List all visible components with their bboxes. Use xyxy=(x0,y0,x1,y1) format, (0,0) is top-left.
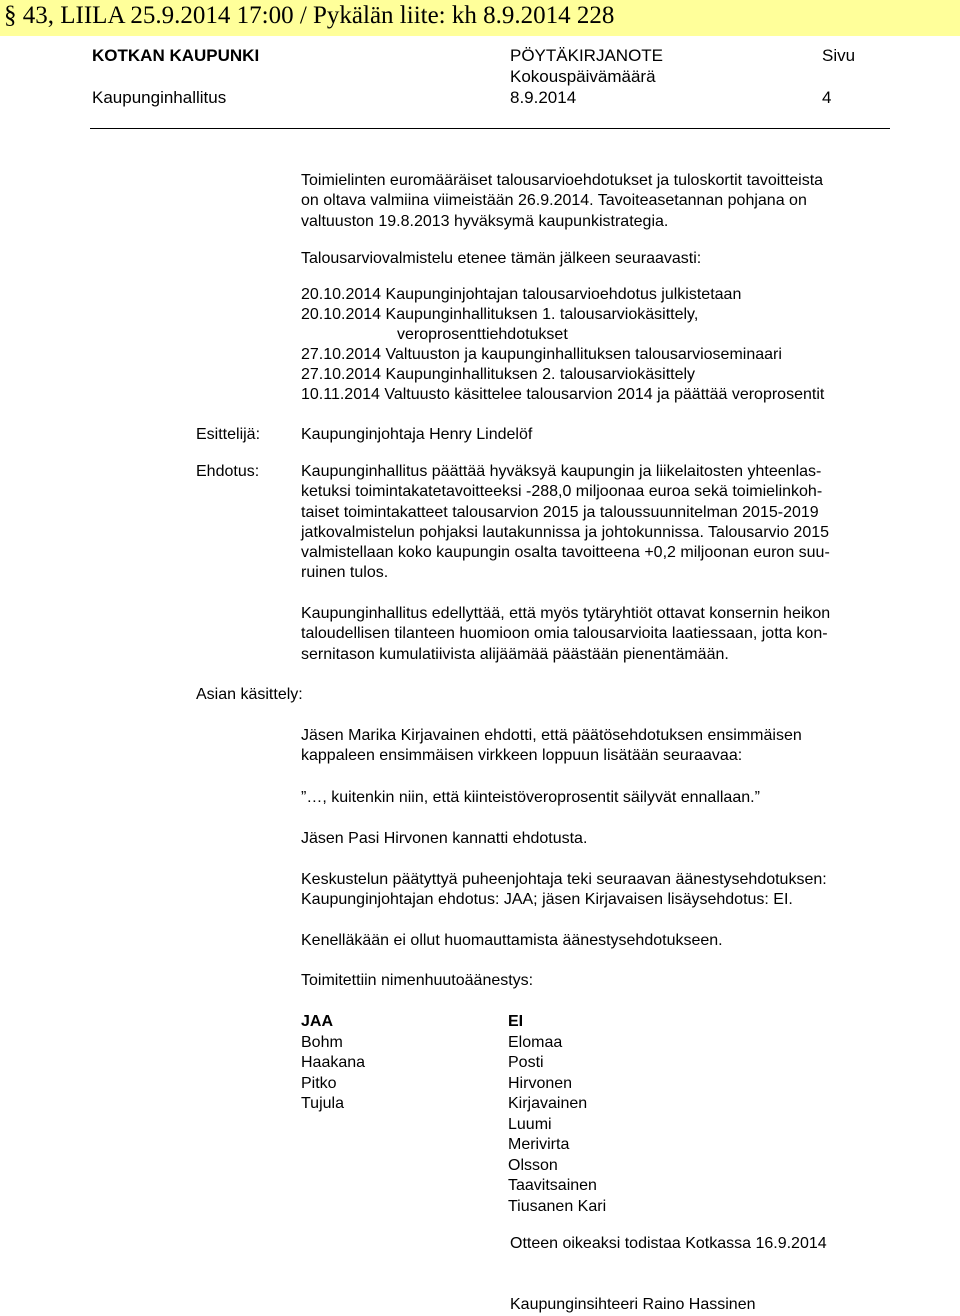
handling-label: Asian käsittely: xyxy=(196,686,303,703)
handling-line: Keskustelun päätyttyä puheenjohtaja teki seuraavan äänestysehdotuksen: xyxy=(301,871,827,888)
handling-quote: ”…, kuitenkin niin, että kiinteistöveroprosentit säilyvät ennallaan.” xyxy=(301,789,760,806)
handling-roll-call: Toimitettiin nimenhuutoäänestys: xyxy=(301,972,534,989)
proposal-line: ruinen tulos. xyxy=(301,564,389,582)
vote-no-name: Luumi xyxy=(508,1115,552,1133)
proposal-line: ketuksi toimintakatetavoitteeksi -288,0 miljoonaa euroa sekä toimielinkoh- xyxy=(301,483,823,501)
body-name: Kaupunginhallitus xyxy=(92,88,227,107)
proposal-label: Ehdotus: xyxy=(196,463,260,480)
vote-no-column xyxy=(508,1012,606,1217)
vote-no-name: Elomaa xyxy=(508,1033,563,1051)
presenter-label: Esittelijä: xyxy=(196,426,261,443)
certification-line: Otteen oikeaksi todistaa Kotkassa 16.9.2014 xyxy=(510,1235,827,1252)
vote-yes-name: Pitko xyxy=(301,1074,337,1092)
proposal-paragraph-2 xyxy=(301,604,891,665)
proposal-line: sernitason kumulatiivista alijäämää päästään pienentämään. xyxy=(301,645,729,663)
handling-line: Jäsen Marika Kirjavainen ehdotti, että päätösehdotuksen ensimmäisen xyxy=(301,727,802,744)
handling-line: Kaupunginjohtajan ehdotus: JAA; jäsen Kirjavaisen lisäysehdotus: EI. xyxy=(301,891,793,909)
doc-type: PÖYTÄKIRJANOTE xyxy=(510,46,664,65)
intro-line: on oltava valmiina viimeistään 26.9.2014. Tavoiteasetannan pohjana on xyxy=(301,192,807,210)
handling-no-objection: Kenelläkään ei ollut huomauttamista äänestysehdotukseen. xyxy=(301,932,723,949)
meeting-date-label: Kokouspäivämäärä xyxy=(510,67,656,86)
proposal-line: Kaupunginhallitus edellyttää, että myös tytäryhtiöt ottavat konsernin heikon xyxy=(301,605,831,622)
vote-no-name: Taavitsainen xyxy=(508,1177,597,1194)
vote-yes-name: Haakana xyxy=(301,1054,366,1071)
vote-no-name: Olsson xyxy=(508,1156,558,1174)
schedule-item: 20.10.2014 Kaupunginjohtajan talousarvioehdotus julkistetaan xyxy=(301,286,742,303)
signer-name: Kaupunginsihteeri Raino Hassinen xyxy=(510,1296,756,1313)
vote-no-name: Merivirta xyxy=(508,1136,570,1153)
schedule-list xyxy=(301,285,824,406)
proposal-line: Kaupunginhallitus päättää hyväksyä kaupungin ja liikelaitosten yhteenlas- xyxy=(301,463,822,480)
schedule-item: 27.10.2014 Valtuuston ja kaupunginhallituksen talousarvioseminaari xyxy=(301,346,782,364)
handling-paragraph-1 xyxy=(301,726,891,767)
intro-paragraph xyxy=(301,171,891,232)
handling-line: kappaleen ensimmäisen virkkeen loppuun lisätään seuraavaa: xyxy=(301,747,743,765)
vote-yes-column xyxy=(301,1012,365,1115)
vote-yes-header: JAA xyxy=(301,1013,334,1030)
attachment-banner-text: § 43, LIILA 25.9.2014 17:00 / Pykälän liite: kh 8.9.2014 228 xyxy=(4,2,615,29)
page-label: Sivu xyxy=(822,46,856,65)
vote-no-name: Kirjavainen xyxy=(508,1095,588,1112)
schedule-intro: Talousarviovalmistelu etenee tämän jälkeen seuraavasti: xyxy=(301,250,702,267)
proposal-paragraph-1 xyxy=(301,462,891,584)
vote-yes-name: Bohm xyxy=(301,1033,343,1051)
meeting-date: 8.9.2014 xyxy=(510,88,577,107)
presenter-value: Kaupunginjohtaja Henry Lindelöf xyxy=(301,426,533,443)
proposal-line: taloudellisen tilanteen huomioon omia talousarvioita laatiessaan, jotta kon- xyxy=(301,625,828,643)
schedule-item-continuation: veroprosenttiehdotukset xyxy=(397,326,568,344)
vote-no-header: EI xyxy=(508,1013,524,1030)
proposal-line: jatkovalmistelun pohjaksi lautakunnissa ja johtokunnissa. Talousarvio 2015 xyxy=(301,523,830,541)
vote-yes-name: Tujula xyxy=(301,1095,344,1112)
vote-no-name: Tiusanen Kari xyxy=(508,1197,607,1215)
intro-line: Toimielinten euromääräiset talousarvioehdotukset ja tuloskortit tavoitteista xyxy=(301,172,824,189)
proposal-line: valmistellaan koko kaupungin osalta tavoitteena +0,2 miljoonan euron suu- xyxy=(301,544,830,562)
schedule-item: 10.11.2014 Valtuusto käsittelee talousarvion 2014 ja päättää veroprosentit xyxy=(301,386,825,404)
org-name: KOTKAN KAUPUNKI xyxy=(92,46,260,65)
schedule-item: 20.10.2014 Kaupunginhallituksen 1. talousarviokäsittely, xyxy=(301,306,699,324)
handling-paragraph-3 xyxy=(301,870,891,911)
page-number: 4 xyxy=(822,88,832,107)
vote-no-name: Hirvonen xyxy=(508,1074,573,1092)
handling-second: Jäsen Pasi Hirvonen kannatti ehdotusta. xyxy=(301,830,588,847)
schedule-item: 27.10.2014 Kaupunginhallituksen 2. talousarviokäsittely xyxy=(301,366,696,384)
intro-line: valtuuston 19.8.2013 hyväksymä kaupunkistrategia. xyxy=(301,212,669,230)
proposal-line: taiset toimintakatteet talousarvion 2015 ja taloussuunnitelman 2015-2019 xyxy=(301,503,819,521)
header-divider xyxy=(90,128,890,129)
vote-no-name: Posti xyxy=(508,1054,544,1071)
